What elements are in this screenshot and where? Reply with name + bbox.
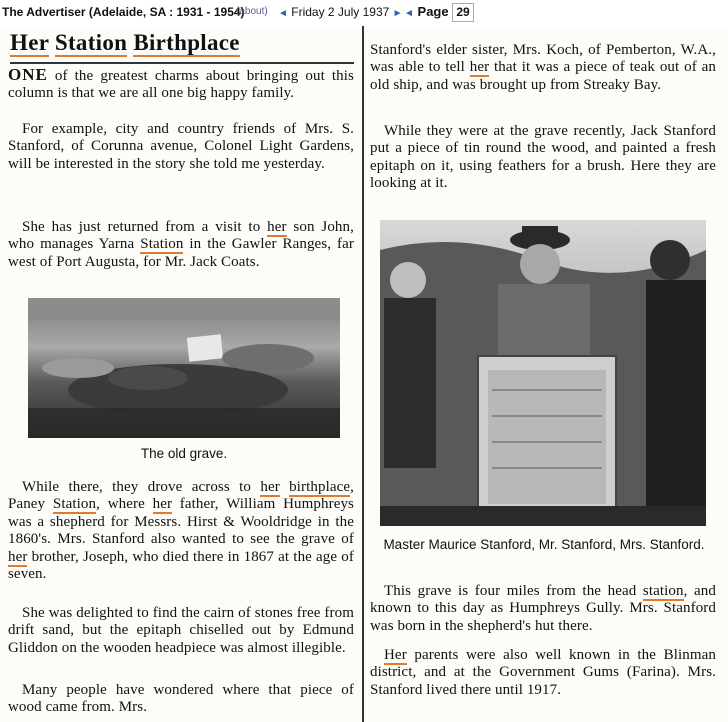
photo-old-grave — [28, 298, 340, 438]
column-divider — [362, 26, 364, 722]
drop-cap: ONE — [8, 65, 48, 84]
search-highlight: her — [267, 219, 287, 235]
paragraph-3: She has just returned from a visit to her son John, who manages Yarna Station in the Gawler Ranges, far west of Port Augusta, for Mr. Jack Coats. — [8, 219, 354, 270]
headline-word-2: Station — [54, 30, 128, 55]
search-highlight: her — [152, 496, 173, 513]
search-highlight: her — [260, 479, 280, 495]
issue-date: Friday 2 July 1937 — [291, 5, 390, 19]
headline-word-3: Birthplace — [133, 30, 240, 55]
paragraph-7: Stanford's elder sister, Mrs. Koch, of Pemberton, W.A., was able to tell her that it was a piece of teak out of an old ship, and was brought up from Streaky Bay. — [370, 42, 716, 93]
search-highlight: Station — [140, 236, 184, 253]
issue-navigation — [278, 5, 403, 19]
headline — [10, 30, 240, 56]
photo-caption-old-grave: The old grave. — [140, 446, 228, 461]
paragraph-1: ONE of the greatest charms about bringing out this column is that we are all one big happy family. — [8, 65, 354, 102]
page-number-field[interactable]: 29 — [452, 3, 474, 22]
publication-title: The Advertiser (Adelaide, SA : 1931 - 1954) — [2, 5, 245, 19]
photo-stanford-family — [380, 220, 706, 526]
article-toolbar — [0, 0, 728, 26]
next-issue-arrow-icon[interactable]: ► — [392, 8, 403, 19]
search-highlight: Her — [384, 647, 407, 663]
paragraph-2: For example, city and country friends of Mrs. S. Stanford, of Corunna avenue, Colonel Light Gardens, will be interested in the story she told me yesterday. — [8, 121, 354, 172]
search-highlight: birthplace — [289, 479, 351, 495]
search-highlight: station — [642, 583, 684, 599]
article-clipping — [0, 26, 728, 722]
paragraph-5: She was delighted to find the cairn of stones free from drift sand, but the epitaph chiselled out by Edmund Gliddon on the wooden headpiece was almost illegible. — [8, 605, 354, 656]
page-navigation — [404, 4, 449, 19]
previous-issue-arrow-icon[interactable]: ◄ — [278, 8, 288, 19]
paragraph-4: While there, they drove across to her birthplace, Paney Station, where her father, William Humphreys was a shepherd for Messrs. Hirst & Wooldridge in the 1860's. Mrs. Stanford also wanted to see the grave of her brother, Joseph, who died there in 1867 at the age of seven. — [8, 479, 354, 583]
paragraph-8: While they were at the grave recently, Jack Stanford put a piece of tin round the wood, and painted a fresh epitaph on it, using feathers for a brush. Here they are looking at it. — [370, 123, 716, 192]
paragraph-9: This grave is four miles from the head station, and known to this day as Humphreys Gully. Mrs. Stanford was born in the shepherd's hut there. — [370, 583, 716, 634]
headline-word-1: Her — [10, 30, 49, 55]
headline-rule — [10, 62, 354, 64]
paragraph-6: Many people have wondered where that piece of wood came from. Mrs. — [8, 682, 354, 716]
page-label: Page — [417, 4, 449, 19]
search-highlight: her — [469, 59, 490, 76]
search-highlight: her — [8, 548, 28, 565]
previous-page-arrow-icon[interactable]: ◄ — [404, 8, 414, 19]
paragraph-10: Her parents were also well known in the Blinman district, and at the Government Gums (Farina). Mrs. Stanford lived there until 1917. — [370, 647, 716, 698]
about-link[interactable]: (about) — [236, 6, 268, 17]
photo-caption-stanford-family: Master Maurice Stanford, Mr. Stanford, Mrs. Stanford. — [383, 537, 705, 552]
search-highlight: Station — [52, 496, 97, 513]
